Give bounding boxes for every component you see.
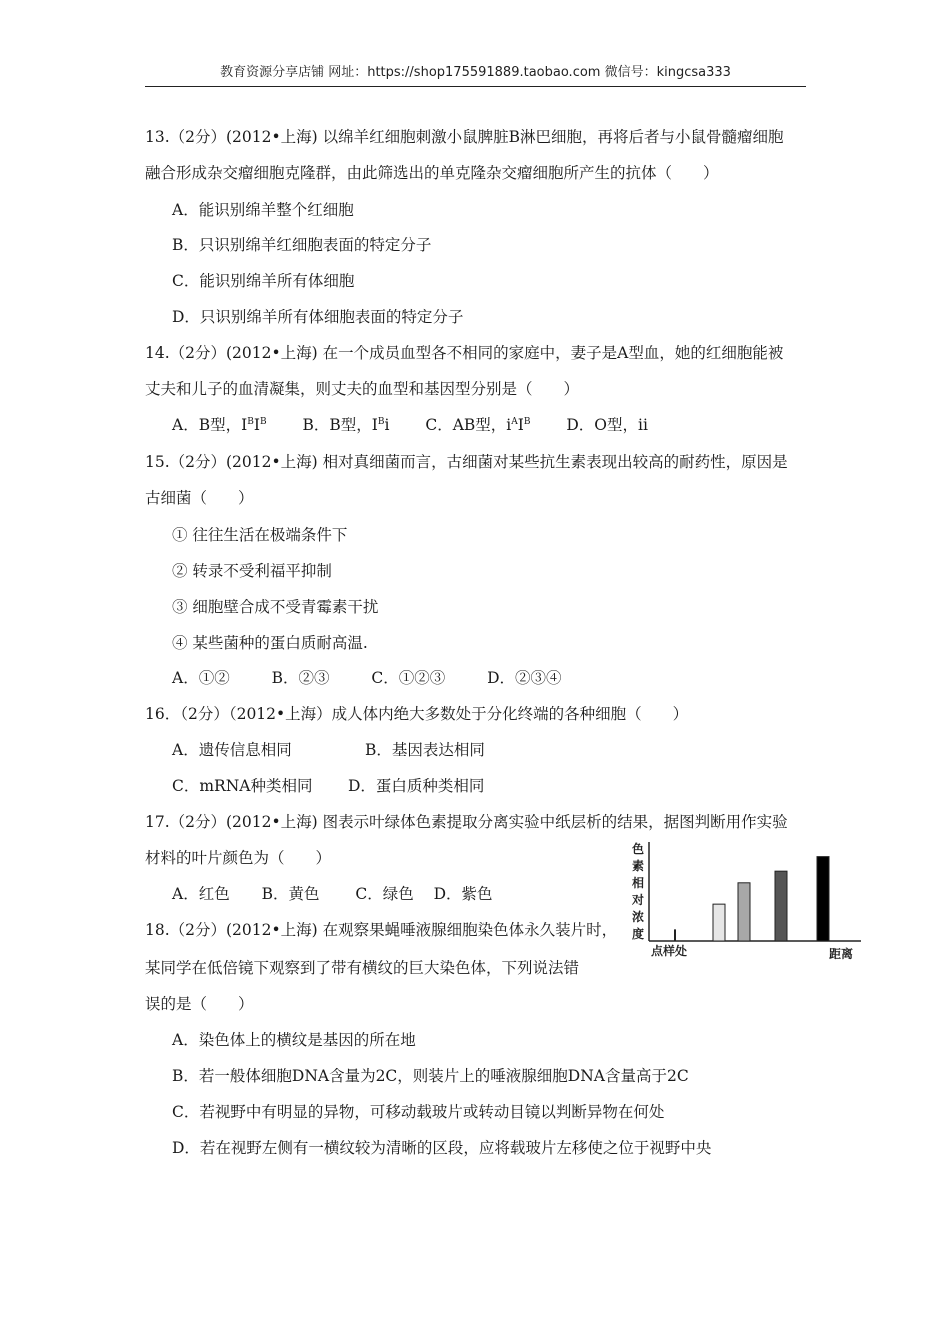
q17-stem-line1: 17.（2分）(2012•上海) 图表示叶绿体色素提取分离实验中纸层析的结果，据图判断用作实验 bbox=[145, 813, 788, 831]
chart-bar-0 bbox=[674, 929, 676, 941]
q16-option-d: D．蛋白质种类相同 bbox=[348, 777, 485, 795]
q18-option-d: D．若在视野左侧有一横纹较为清晰的区段，应将载玻片左移使之位于视野中央 bbox=[172, 1139, 712, 1157]
q17-option-b: B．黄色 bbox=[261, 885, 320, 903]
q15-item-1: ① 往往生活在极端条件下 bbox=[172, 526, 348, 544]
y-label-char-2: 相 bbox=[632, 876, 645, 890]
q15-item-3: ③ 细胞壁合成不受青霉素干扰 bbox=[172, 598, 379, 616]
q18-stem-line3: 误的是（ ） bbox=[145, 995, 254, 1013]
q15-option-c: C．①②③ bbox=[371, 669, 446, 687]
page-header: 教育资源分享店铺 网址：https://shop175591889.taobao.com 微信号：kingcsa333 bbox=[145, 64, 806, 87]
q14-option-b: B．B型，$I^Bi$ bbox=[302, 416, 390, 434]
q16-option-b: B．基因表达相同 bbox=[365, 741, 485, 759]
q17-options-row bbox=[172, 883, 493, 905]
chart-bar-1 bbox=[713, 904, 725, 941]
q15-option-d: D．②③④ bbox=[487, 669, 562, 687]
q16-option-c: C．mRNA种类相同 bbox=[172, 777, 313, 795]
y-label-char-5: 度 bbox=[632, 927, 645, 941]
q13-option-b: B．只识别绵羊红细胞表面的特定分子 bbox=[172, 236, 432, 254]
q14-option-d: D．O型，ii bbox=[566, 416, 648, 434]
q15-stem-line2: 古细菌（ ） bbox=[145, 489, 254, 507]
q15-stem-line1: 15.（2分）(2012•上海) 相对真细菌而言，古细菌对某些抗生素表现出较高的耐药性，原因是 bbox=[145, 453, 788, 471]
q15-item-2: ② 转录不受利福平抑制 bbox=[172, 562, 332, 580]
q14-option-a: A．B型，$I^BI^B$ bbox=[172, 416, 267, 434]
y-label-char-1: 素 bbox=[632, 859, 645, 873]
q13-option-c: C．能识别绵羊所有体细胞 bbox=[172, 272, 355, 290]
q17-option-a: A．红色 bbox=[172, 885, 230, 903]
q18-stem-line1: 18.（2分）(2012•上海) 在观察果蝇唾液腺细胞染色体永久装片时， bbox=[145, 921, 618, 939]
q17-stem-line2: 材料的叶片颜色为（ ） bbox=[145, 849, 332, 867]
x-label-distance: 距离 bbox=[829, 947, 854, 960]
q13-option-d: D．只识别绵羊所有体细胞表面的特定分子 bbox=[172, 308, 464, 326]
x-label-origin: 点样处 bbox=[651, 944, 688, 958]
q17-option-d: D．紫色 bbox=[433, 885, 493, 903]
q15-option-b: B．②③ bbox=[271, 669, 330, 687]
q18-stem-line2: 某同学在低倍镜下观察到了带有横纹的巨大染色体，下列说法错 bbox=[145, 959, 580, 977]
q18-option-a: A．染色体上的横纹是基因的所在地 bbox=[172, 1031, 416, 1049]
y-label-char-0: 色 bbox=[632, 842, 645, 856]
q15-options-row bbox=[172, 667, 562, 689]
q14-stem-line2: 丈夫和儿子的血清凝集，则丈夫的血型和基因型分别是（ ） bbox=[145, 380, 580, 398]
q18-option-b: B．若一般体细胞DNA含量为2C，则装片上的唾液腺细胞DNA含量高于2C bbox=[172, 1067, 689, 1085]
q15-item-4: ④ 某些菌种的蛋白质耐高温. bbox=[172, 634, 368, 652]
q14-stem-line1: 14.（2分）(2012•上海) 在一个成员血型各不相同的家庭中，妻子是A型血，她的红细胞能被 bbox=[145, 344, 784, 362]
q16-stem-line1: 16．（2分）（2012•上海）成人体内绝大多数处于分化终端的各种细胞（ ） bbox=[145, 705, 689, 723]
y-label-char-4: 浓 bbox=[632, 910, 645, 924]
chart-bar-4 bbox=[817, 857, 829, 941]
y-label-char-3: 对 bbox=[632, 893, 645, 907]
q15-option-a: A．①② bbox=[172, 669, 230, 687]
q13-stem-line2: 融合形成杂交瘤细胞克隆群，由此筛选出的单克隆杂交瘤细胞所产生的抗体（ ） bbox=[145, 164, 719, 182]
pigment-chromatography-chart bbox=[627, 838, 863, 960]
chart-bar-2 bbox=[738, 883, 750, 941]
chart-bar-3 bbox=[775, 871, 787, 941]
q18-option-c: C．若视野中有明显的异物，可移动载玻片或转动目镜以判断异物在何处 bbox=[172, 1103, 665, 1121]
chart-svg bbox=[627, 838, 863, 960]
q14-options-row bbox=[172, 414, 648, 436]
y-axis-label bbox=[631, 841, 644, 941]
q16-option-a: A．遗传信息相同 bbox=[172, 741, 292, 759]
q17-option-c: C．绿色 bbox=[355, 885, 414, 903]
q13-option-a: A．能识别绵羊整个红细胞 bbox=[172, 201, 354, 219]
chart-bars bbox=[674, 857, 829, 941]
q14-option-c: C．AB型，$i^AI^B$ bbox=[425, 416, 531, 434]
q13-stem-line1: 13.（2分）(2012•上海) 以绵羊红细胞刺激小鼠脾脏B淋巴细胞，再将后者与小鼠骨髓瘤细胞 bbox=[145, 128, 784, 146]
